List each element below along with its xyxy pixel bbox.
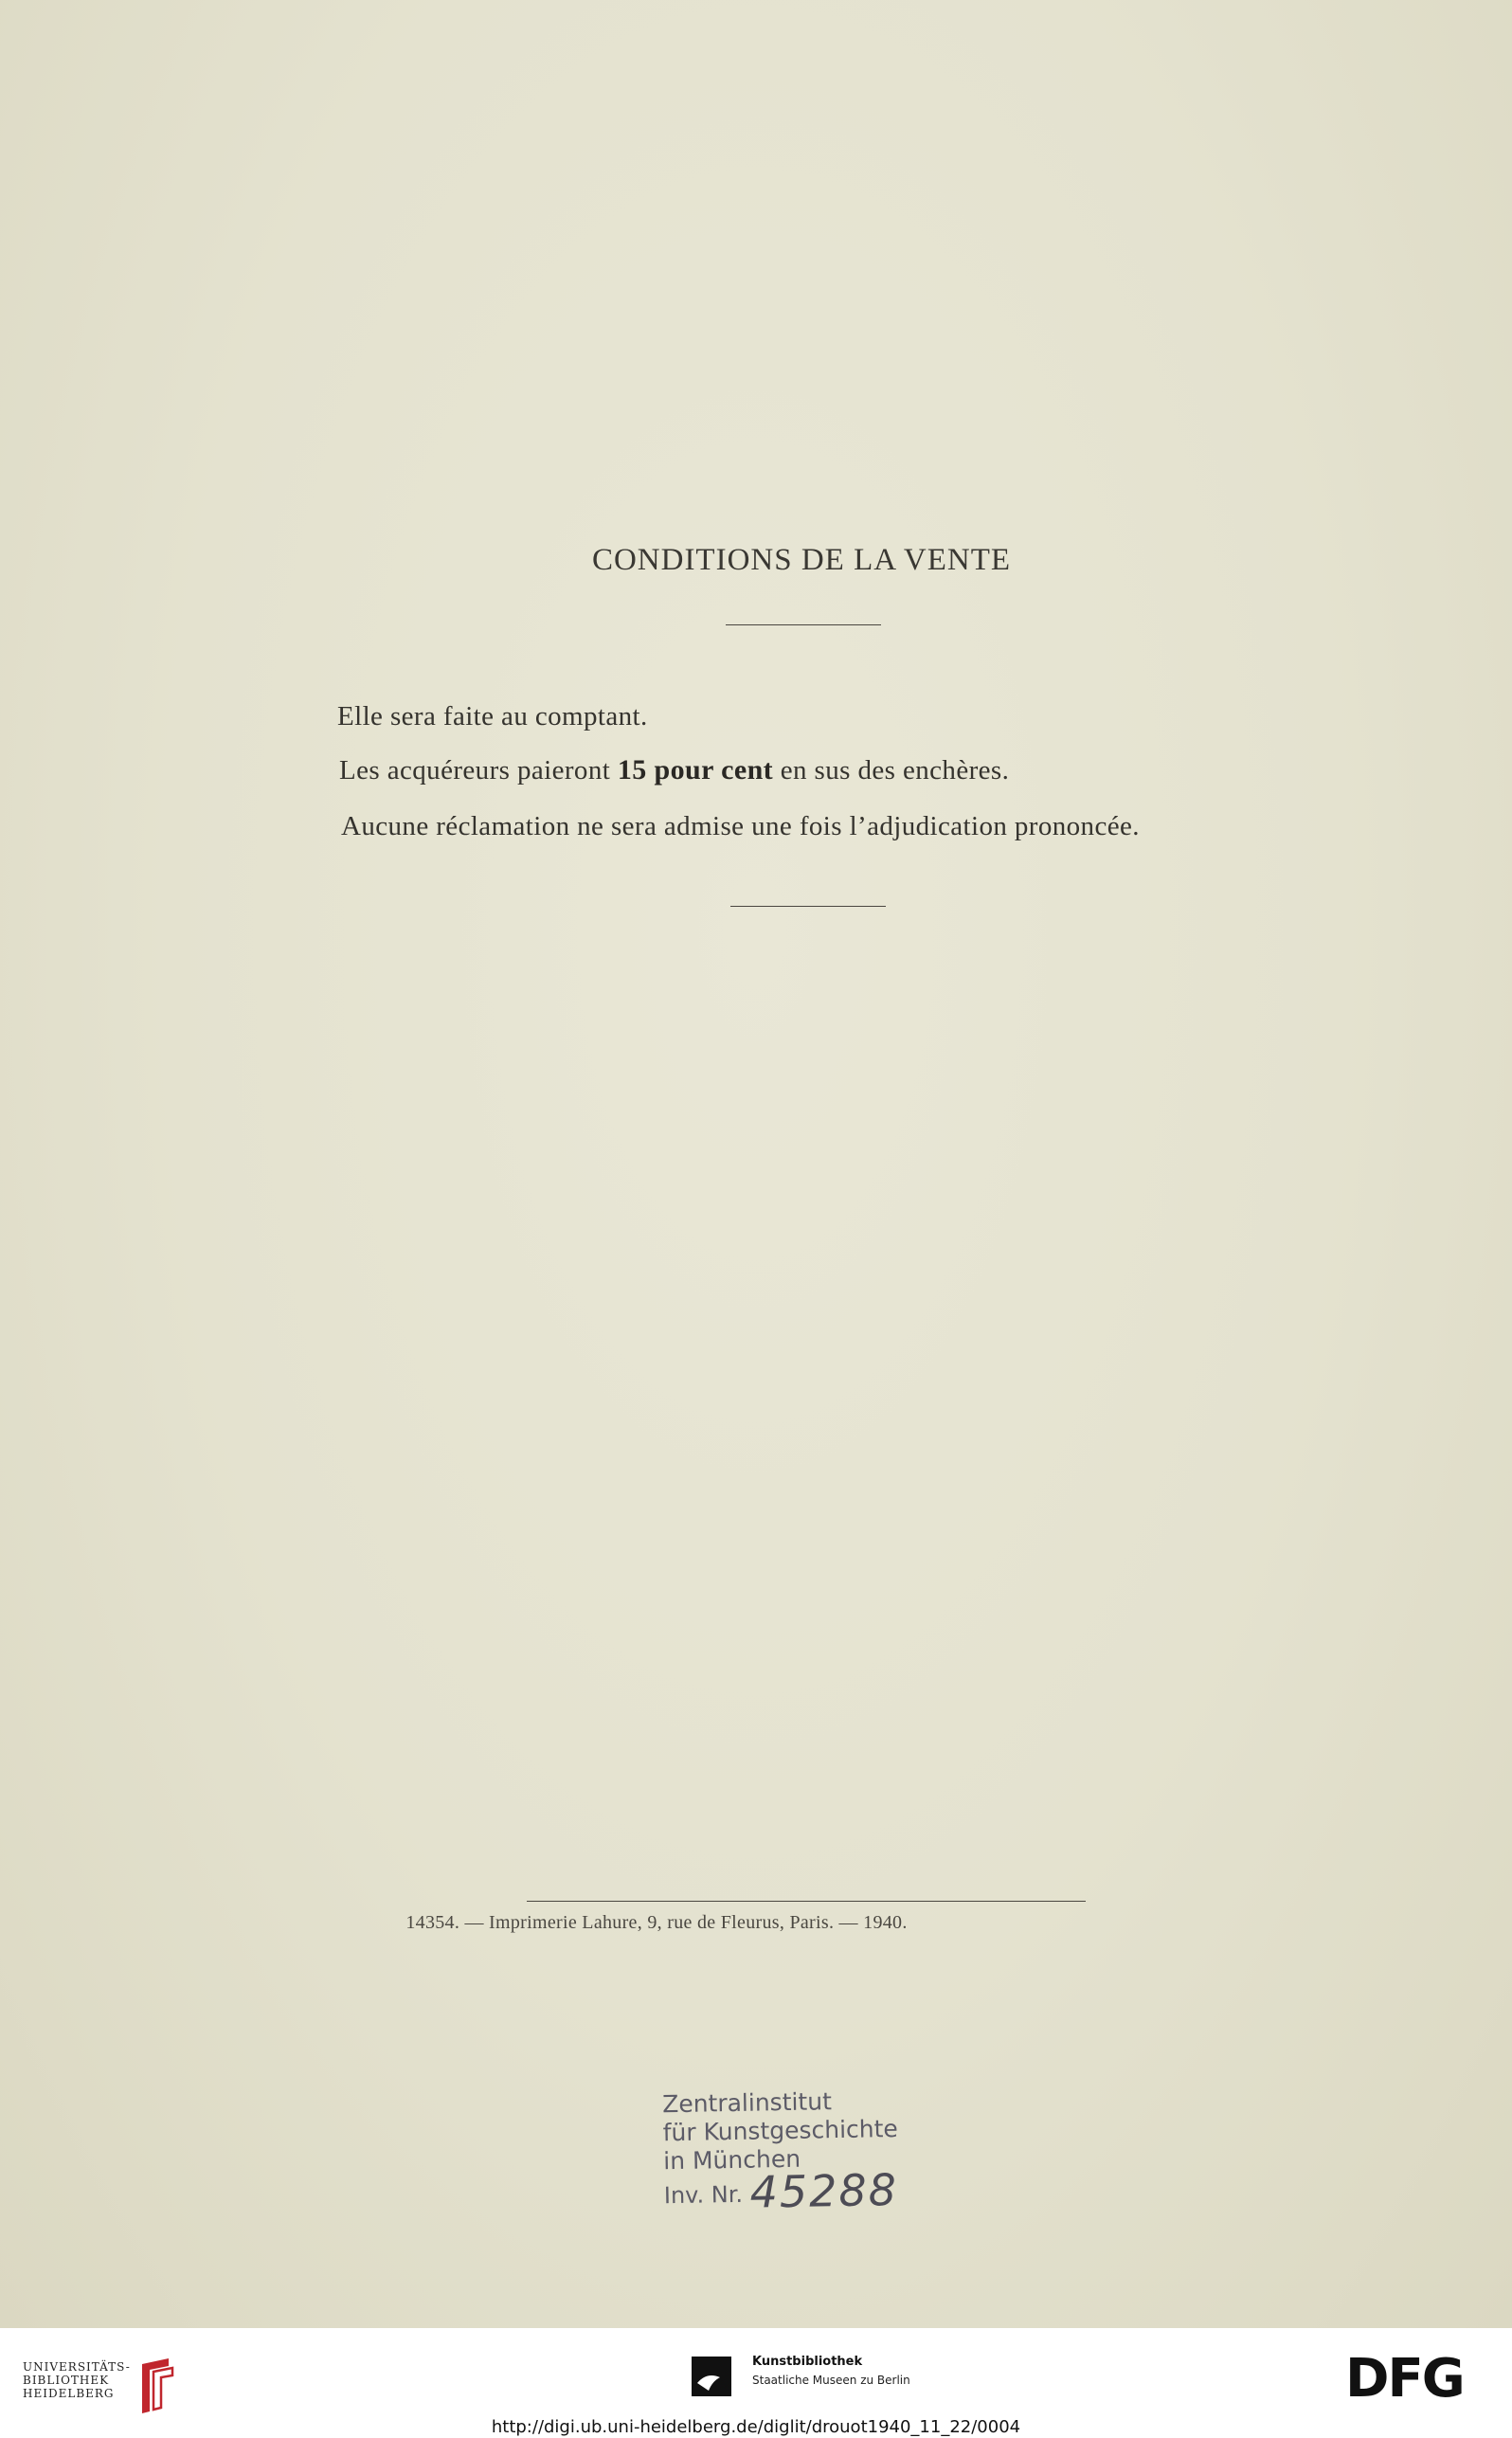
source-url[interactable]: http://digi.ub.uni-heidelberg.de/diglit/drouot1940_11_22/0004 (491, 2417, 1021, 2437)
kunstbibliothek-name: Kunstbibliothek (752, 2355, 863, 2369)
heidelberg-library-logo[interactable] (23, 2357, 212, 2413)
heading-rule (726, 624, 881, 625)
footer-bar (0, 2328, 1512, 2438)
stamp-line-1: Zentralinstitut (661, 2087, 833, 2119)
stamp-inv-label: Inv. Nr. (663, 2180, 744, 2210)
condition-line-2-end: en sus des enchères. (773, 755, 1010, 786)
kunstbibliothek-logo[interactable] (690, 2351, 974, 2398)
stamp-line-2: für Kunstgeschichte (662, 2114, 899, 2147)
stamp-line-3: in München (662, 2144, 801, 2176)
uni-line-2: BIBLIOTHEK (23, 2374, 110, 2387)
library-stamp (661, 2086, 910, 2218)
condition-line-2-bold: 15 pour cent (617, 754, 774, 786)
heidelberg-library-name (23, 2360, 131, 2400)
page-heading: CONDITIONS DE LA VENTE (591, 543, 1012, 577)
kunstbibliothek-subtitle: Staatliche Museen zu Berlin (752, 2374, 910, 2387)
condition-line-2-start: Les acquéreurs paieront (339, 755, 618, 786)
condition-line-1 (337, 701, 648, 732)
dfg-logo[interactable]: DFG (1345, 2348, 1464, 2410)
uni-line-3: HEIDELBERG (23, 2387, 115, 2400)
condition-line-3 (341, 811, 1140, 842)
condition-line-3-text: Aucune réclamation ne sera admise une fois l’adjudication prononcée. (341, 811, 1140, 841)
condition-line-1-text: Elle sera faite au comptant. (337, 701, 648, 731)
imprint-line: 14354. — Imprimerie Lahure, 9, rue de Fleurus, Paris. — 1940. (405, 1912, 908, 1933)
uni-line-1: UNIVERSITÄTS- (23, 2360, 131, 2374)
stamp-inventory (663, 2163, 911, 2218)
condition-line-2 (339, 754, 1009, 786)
heidelberg-mark-icon (136, 2357, 178, 2419)
stamp-inv-number: 45288 (749, 2163, 899, 2218)
imprint-rule (527, 1901, 1086, 1902)
kunstbibliothek-mark-icon (690, 2355, 733, 2402)
body-rule (730, 906, 886, 907)
